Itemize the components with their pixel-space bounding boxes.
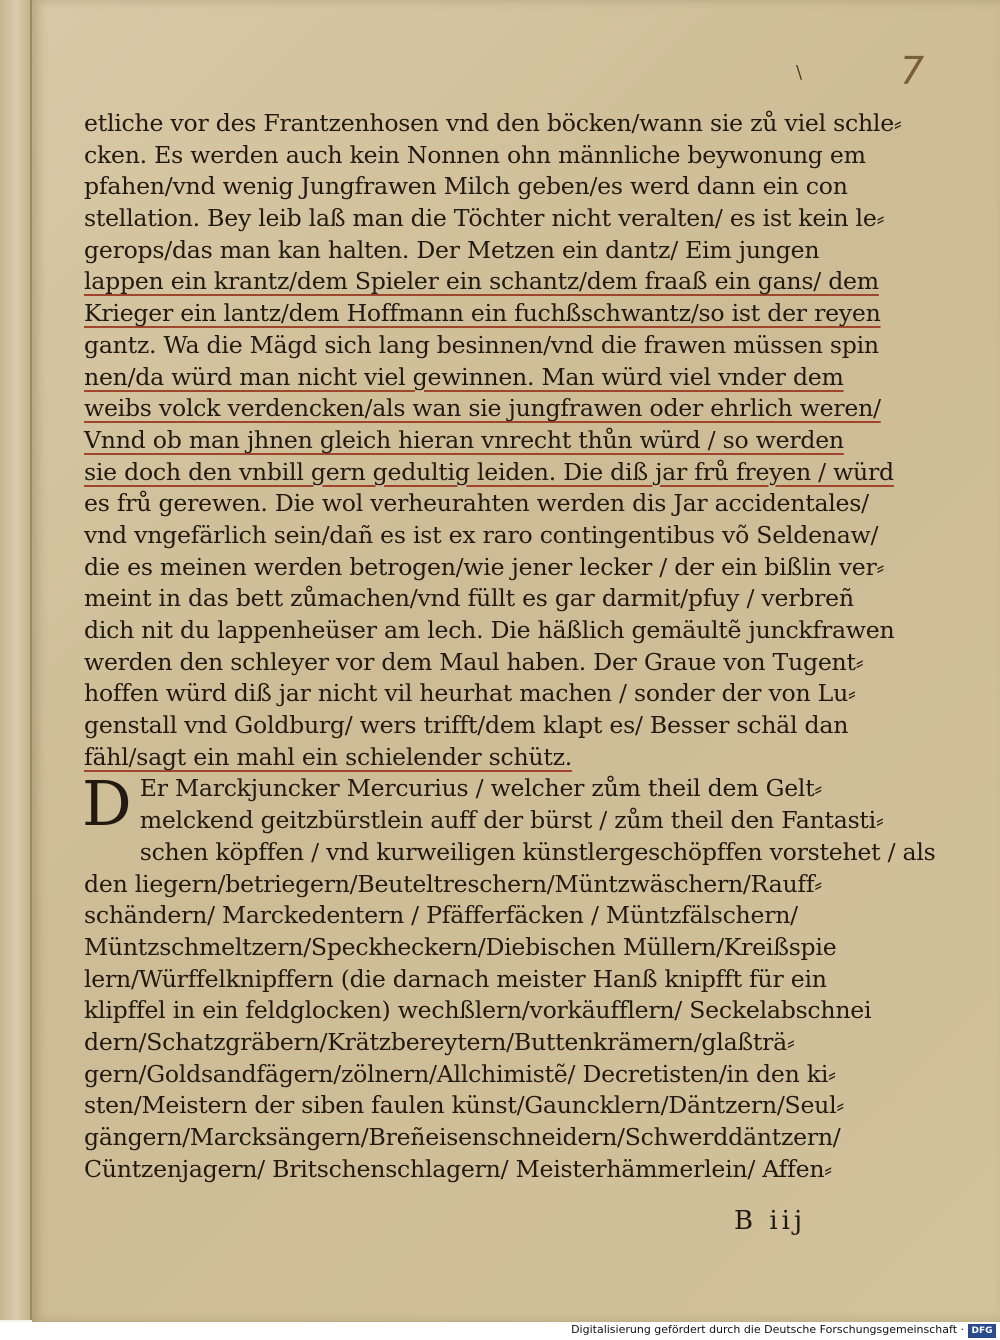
drop-capital: D xyxy=(82,767,132,841)
text-line: schändern/ Marckedentern / Pfäfferfäcken / Müntzfälschern/ xyxy=(84,901,798,930)
text-line: lappen ein krantz/dem Spieler ein schantz/dem fraaß ein gans/ dem xyxy=(84,267,879,296)
text-line: die es meinen werden betrogen/wie jener lecker / der ein bißlin ver⸗ xyxy=(84,552,885,581)
text-line: Müntzschmeltzern/Speckheckern/Diebischen Müllern/Kreißspie xyxy=(84,932,837,961)
book-gutter xyxy=(0,0,32,1320)
text-line: gerops/das man kan halten. Der Metzen ein dantz/ Eim jungen xyxy=(84,235,820,264)
text-line: es frů gerewen. Die wol verheurahten werden dis Jar accidentales/ xyxy=(84,489,869,518)
text-line: fähl/sagt ein mahl ein schielender schütz. xyxy=(84,742,573,771)
dfg-logo: DFG xyxy=(968,1324,996,1338)
text-line: gängern/Marcksängern/Breñeisenschneidern/Schwerddäntzern/ xyxy=(84,1123,841,1151)
page-text xyxy=(84,108,944,1185)
text-line: klipffel in ein feldglocken) wechßlern/vorkäufflern/ Seckelabschnei xyxy=(84,996,872,1025)
text-line: den liegern/betriegern/Beuteltreschern/Müntzwäschern/Rauff⸗ xyxy=(84,869,823,898)
digitization-footer xyxy=(0,1322,1000,1340)
text-line: Krieger ein lantz/dem Hoffmann ein fuchßschwantz/so ist der reyen xyxy=(84,299,881,328)
text-line: sie doch den vnbill gern gedultig leiden. Die diß jar frů freyen / würd xyxy=(84,457,894,486)
text-line: dern/Schatzgräbern/Krätzbereytern/Buttenkrämern/glaßträ⸗ xyxy=(84,1027,795,1056)
text-line: gantz. Wa die Mägd sich lang besinnen/vnd die frawen müssen spin xyxy=(84,330,879,359)
text-line: etliche vor des Frantzenhosen vnd den böcken/wann sie zů viel schle⸗ xyxy=(84,109,902,137)
text-line: genstall vnd Goldburg/ wers trifft/dem klapt es/ Besser schäl dan xyxy=(84,711,849,740)
text-line: Er Marckjuncker Mercurius / welcher zům theil dem Gelt⸗ xyxy=(139,774,823,803)
text-line: melckend geitzbürstlein auff der bürst / zům theil den Fantasti⸗ xyxy=(139,806,884,835)
text-line: nen/da würd man nicht viel gewinnen. Man würd viel vnder dem xyxy=(84,362,844,391)
text-line: stellation. Bey leib laß man die Töchter nicht veralten/ es ist kein le⸗ xyxy=(84,204,885,233)
text-line: cken. Es werden auch kein Nonnen ohn männliche beywonung em xyxy=(84,140,866,169)
text-line: lern/Würffelknipffern (die darnach meister Hanß knipfft für ein xyxy=(84,964,827,993)
text-line: Cüntzenjagern/ Britschenschlagern/ Meisterhämmerlein/ Affen⸗ xyxy=(84,1154,832,1183)
text-line: werden den schleyer vor dem Maul haben. Der Graue von Tugent⸗ xyxy=(84,647,864,676)
text-line: hoffen würd diß jar nicht vil heurhat machen / sonder der von Lu⸗ xyxy=(84,679,856,708)
text-line: gern/Goldsandfägern/zölnern/Allchimistẽ/ Decretisten/in den ki⸗ xyxy=(84,1059,836,1088)
paragraph-2 xyxy=(82,767,944,1185)
text-line: pfahen/vnd wenig Jungfrawen Milch geben/es werd dann ein con xyxy=(84,172,848,201)
folio-number: 7 xyxy=(900,49,925,93)
footer-credit: Digitalisierung gefördert durch die Deutsche Forschungsgemeinschaft · xyxy=(571,1323,964,1336)
paragraph-1 xyxy=(84,108,944,773)
text-line: schen köpffen / vnd kurweiligen künstlergeschöpffen vorstehet / als xyxy=(139,837,936,866)
text-line: dich nit du lappenheüser am lech. Die häßlich gemäultẽ junckfrawen xyxy=(84,616,895,644)
text-line: vnd vngefärlich sein/dañ es ist ex raro contingentibus võ Seldenaw/ xyxy=(84,520,879,549)
text-line: meint in das bett zůmachen/vnd füllt es gar darmit/pfuy / verbreñ xyxy=(84,584,854,613)
text-line: Vnnd ob man jhnen gleich hieran vnrecht thůn würd / so werden xyxy=(84,425,844,454)
ink-mark: \ xyxy=(796,62,803,83)
signature-mark: B iij xyxy=(734,1206,807,1236)
text-line: sten/Meistern der siben faulen künst/Gauncklern/Däntzern/Seul⸗ xyxy=(84,1091,845,1120)
text-line: weibs volck verdencken/als wan sie jungfrawen oder ehrlich weren/ xyxy=(84,394,881,423)
